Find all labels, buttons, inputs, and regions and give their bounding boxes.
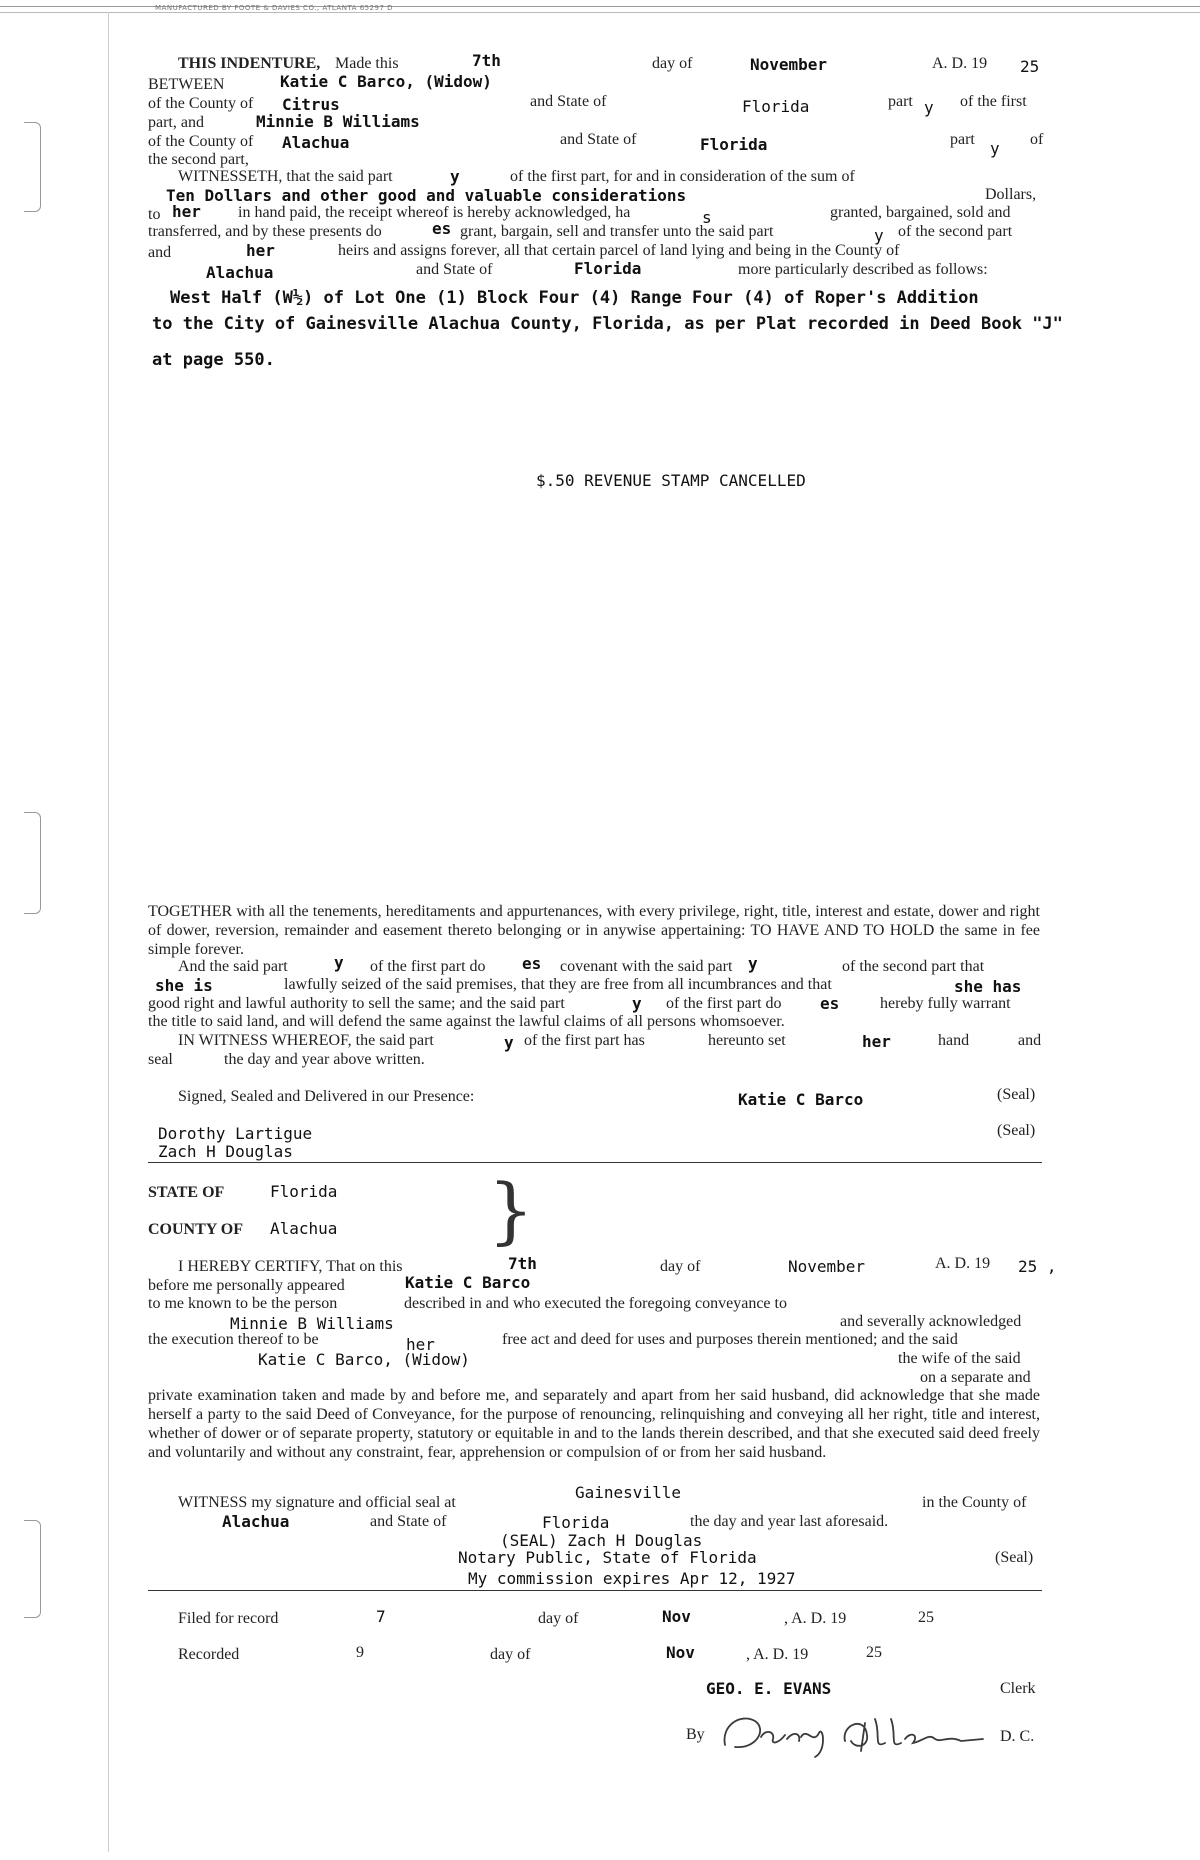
signed-sealed-label: Signed, Sealed and Delivered in our Presence:	[178, 1088, 475, 1105]
signature-divider	[148, 1162, 1042, 1163]
free-act-text: free act and deed for uses and purposes therein mentioned; and the said	[502, 1331, 958, 1348]
land-county: Alachua	[206, 263, 274, 282]
dc-label: D. C.	[1000, 1728, 1035, 1745]
filed-month: Nov	[662, 1607, 691, 1626]
covenant-text-b: of the first part do	[370, 958, 486, 975]
legal-description-line-2: to the City of Gainesville Alachua County, Florida, as per Plat recorded in Deed Book "J"	[152, 314, 1063, 334]
grantor-state: Florida	[742, 97, 810, 116]
notary-commission: My commission expires Apr 12, 1927	[468, 1569, 796, 1588]
filed-year: 25	[918, 1609, 934, 1626]
deed-year: 25	[1020, 57, 1040, 76]
by-label: By	[686, 1726, 705, 1743]
part-suffix-4: y	[874, 226, 884, 245]
witness-2: Zach H Douglas	[158, 1142, 293, 1161]
do-suffix-2: es	[522, 954, 542, 973]
county-of-heading: COUNTY OF	[148, 1221, 243, 1238]
seal-label-2: (Seal)	[997, 1122, 1036, 1139]
before-me-text: before me personally appeared	[148, 1277, 345, 1294]
recorded-day: 9	[356, 1644, 364, 1661]
hand-label: hand	[938, 1032, 970, 1049]
dollars-label: Dollars,	[985, 186, 1037, 203]
seal-label-3: (Seal)	[995, 1549, 1034, 1566]
severally-text: and severally acknowledged	[840, 1313, 1022, 1330]
execution-text: the execution thereof to be	[148, 1331, 319, 1348]
seal-word: seal	[148, 1051, 173, 1068]
certify-text: I HEREBY CERTIFY, That on this	[178, 1258, 403, 1275]
state-of-heading: STATE OF	[148, 1184, 225, 1201]
notary-county: Alachua	[222, 1512, 290, 1531]
filed-ad-label: , A. D. 19	[784, 1610, 847, 1627]
ack-day: 7th	[508, 1254, 537, 1273]
title-defend-text: the title to said land, and will defend the same against the lawful claims of all persons whomsoever.	[148, 1013, 785, 1030]
day-of-label: day of	[652, 55, 693, 72]
on-separate-text: on a separate and	[920, 1369, 1031, 1386]
first-part-do-text: of the first part do	[666, 995, 782, 1012]
notary-name: (SEAL) Zach H Douglas	[500, 1531, 703, 1550]
part-suffix-6: y	[748, 954, 758, 973]
ha-suffix: s	[702, 208, 712, 227]
known-to-be-text: to me known to be the person	[148, 1295, 338, 1312]
ack-state: Florida	[270, 1182, 338, 1201]
ack-her: her	[406, 1335, 435, 1354]
ack-month: November	[788, 1257, 866, 1276]
ad-label: A. D. 19	[932, 55, 988, 72]
recorded-month: Nov	[666, 1643, 695, 1662]
county-of-label: of the County of	[148, 95, 254, 112]
grantee-name: Minnie B Williams	[256, 112, 420, 131]
notary-state: Florida	[542, 1513, 610, 1532]
and-label: and	[148, 244, 172, 261]
to-whom: her	[172, 202, 201, 221]
recorded-day-of: day of	[490, 1646, 531, 1663]
recorded-year: 25	[866, 1644, 882, 1661]
consideration-label: of the first part, for and in consideration of the sum of	[510, 168, 855, 185]
grantor-name: Katie C Barco, (Widow)	[280, 72, 492, 91]
transferred-label: transferred, and by these presents do	[148, 223, 382, 240]
recorded-label: Recorded	[178, 1646, 240, 1663]
hereunto-set-text: hereunto set	[708, 1032, 786, 1049]
state-of-label: and State of	[530, 93, 607, 110]
day-year-text: the day and year above written.	[224, 1051, 425, 1068]
part-and-label: part, and	[148, 114, 204, 131]
land-state: Florida	[574, 259, 642, 278]
county-of-label-2: of the County of	[148, 133, 254, 150]
grantor-county: Citrus	[282, 95, 340, 114]
deed-month: November	[750, 55, 828, 74]
binding-bracket-bottom	[24, 1520, 41, 1618]
grantee-state: Florida	[700, 135, 768, 154]
filed-for-record-label: Filed for record	[178, 1610, 279, 1627]
clerk-name: GEO. E. EVANS	[706, 1679, 832, 1698]
to-label: to	[148, 206, 161, 223]
witnesseth-label: WITNESSETH, that the said part	[178, 168, 393, 185]
part-label: part	[888, 93, 913, 110]
state-of-label-4: and State of	[370, 1513, 447, 1530]
ack-year: 25 ,	[1018, 1257, 1057, 1276]
binding-bracket-top	[24, 122, 41, 212]
ack-person: Katie C Barco	[405, 1273, 531, 1292]
wife-of-text: the wife of the said	[898, 1350, 1021, 1367]
part-suffix-2: y	[990, 139, 1000, 158]
in-county-of-text: in the County of	[922, 1494, 1027, 1511]
state-county-brace: }	[488, 1168, 534, 1252]
more-particularly-label: more particularly described as follows:	[738, 261, 988, 278]
and-label-2: and	[1018, 1032, 1042, 1049]
part-suffix-3: y	[450, 167, 460, 186]
part-suffix: y	[924, 98, 934, 117]
notary-divider	[148, 1590, 1042, 1591]
notary-title: Notary Public, State of Florida	[458, 1548, 757, 1567]
left-margin-rule	[108, 12, 109, 1852]
second-part-label-2: of the second part	[898, 223, 1013, 240]
state-of-label-3: and State of	[416, 261, 493, 278]
manufacturer-imprint: MANUFACTURED BY FOOTE & DAVIES CO., ATLANTA 65297 D	[155, 4, 394, 12]
covenant-text-d: of the second part that	[842, 958, 985, 975]
together-clause: TOGETHER with all the tenements, hereditaments and appurtenances, with every privilege, right, title, interest and estate, dower and right of dower, reversion, remainder and easement thereto belonging or in anywise appertaining: TO HAVE AND TO HOLD the same in fee simple forever.	[148, 903, 1040, 958]
consideration-sum: Ten Dollars and other good and valuable considerations	[166, 186, 687, 205]
ack-county: Alachua	[270, 1219, 338, 1238]
deed-day: 7th	[472, 51, 501, 70]
good-right-text: good right and lawful authority to sell the same; and the said part	[148, 995, 565, 1012]
filed-day-of: day of	[538, 1610, 579, 1627]
she-has: she has	[954, 977, 1022, 996]
do-suffix: es	[432, 219, 452, 238]
deputy-clerk-signature	[715, 1705, 995, 1761]
binding-bracket-middle	[24, 812, 41, 914]
part-suffix-8: y	[504, 1033, 514, 1052]
witness-sig-text: WITNESS my signature and official seal at	[178, 1494, 456, 1511]
her-hand: her	[862, 1032, 891, 1051]
day-last-text: the day and year last aforesaid.	[690, 1513, 889, 1530]
part-label-2: part	[950, 131, 975, 148]
top-rule-inner	[0, 12, 1200, 13]
heirs-pronoun: her	[246, 241, 275, 260]
do-suffix-3: es	[820, 994, 840, 1013]
she-is: she is	[155, 976, 213, 995]
made-this-label: Made this	[335, 55, 399, 72]
covenant-text-c: covenant with the said part	[560, 958, 733, 975]
ack-day-of: day of	[660, 1258, 701, 1275]
hereby-warrant-text: hereby fully warrant	[880, 995, 1011, 1012]
lawfully-seized-text: lawfully seized of the said premises, that they are free from all incumbrances and that	[284, 976, 832, 993]
witness-1: Dorothy Lartigue	[158, 1124, 313, 1143]
in-hand-label: in hand paid, the receipt whereof is hereby acknowledged, ha	[238, 204, 631, 221]
part-suffix-7: y	[632, 994, 642, 1013]
legal-description-line-1: West Half (W½) of Lot One (1) Block Four (4) Range Four (4) of Roper's Addition	[170, 288, 979, 308]
private-examination-clause: private examination taken and made by and before me, and separately and apart from her said husband, did acknowledge that she made herself a party to the said Deed of Conveyance, for the purpose of renouncing, relinquishing and conveying all her right, title and interest, whether of dower or of separate property, statutory or equitable in and to the lands therein described, and that she executed said deed freely and voluntarily and without any constraint, fear, apprehension or compulsion of or from her said husband.	[148, 1387, 1040, 1461]
grantor-signature: Katie C Barco	[738, 1090, 864, 1109]
notary-city: Gainesville	[575, 1483, 681, 1502]
described-text: described in and who executed the foregoing conveyance to	[404, 1295, 787, 1312]
clerk-label: Clerk	[1000, 1680, 1036, 1697]
in-witness-text: IN WITNESS WHEREOF, the said part	[178, 1032, 434, 1049]
seal-label-1: (Seal)	[997, 1086, 1036, 1103]
filed-day: 7	[376, 1607, 386, 1626]
covenant-text-a: And the said part	[178, 958, 288, 975]
ack-grantor: Katie C Barco, (Widow)	[258, 1350, 470, 1369]
grantee-county: Alachua	[282, 133, 350, 152]
second-part-label: the second part,	[148, 151, 249, 168]
ack-ad-label: A. D. 19	[935, 1255, 991, 1272]
ack-grantee: Minnie B Williams	[230, 1314, 394, 1333]
revenue-stamp-note: $.50 REVENUE STAMP CANCELLED	[536, 471, 806, 490]
of-label: of	[1030, 131, 1044, 148]
grant-transfer-label: grant, bargain, sell and transfer unto the said part	[460, 223, 774, 240]
indenture-heading: THIS INDENTURE,	[178, 55, 321, 72]
first-part-has-text: of the first part has	[524, 1032, 645, 1049]
between-label: BETWEEN	[148, 76, 225, 93]
state-of-label-2: and State of	[560, 131, 637, 148]
recorded-ad-label: , A. D. 19	[746, 1646, 809, 1663]
granted-label: granted, bargained, sold and	[830, 204, 1011, 221]
legal-description-line-3: at page 550.	[152, 350, 275, 370]
part-suffix-5: y	[334, 953, 344, 972]
heirs-label: heirs and assigns forever, all that certain parcel of land lying and being in the County of	[338, 242, 900, 259]
of-first-label: of the first	[960, 93, 1027, 110]
